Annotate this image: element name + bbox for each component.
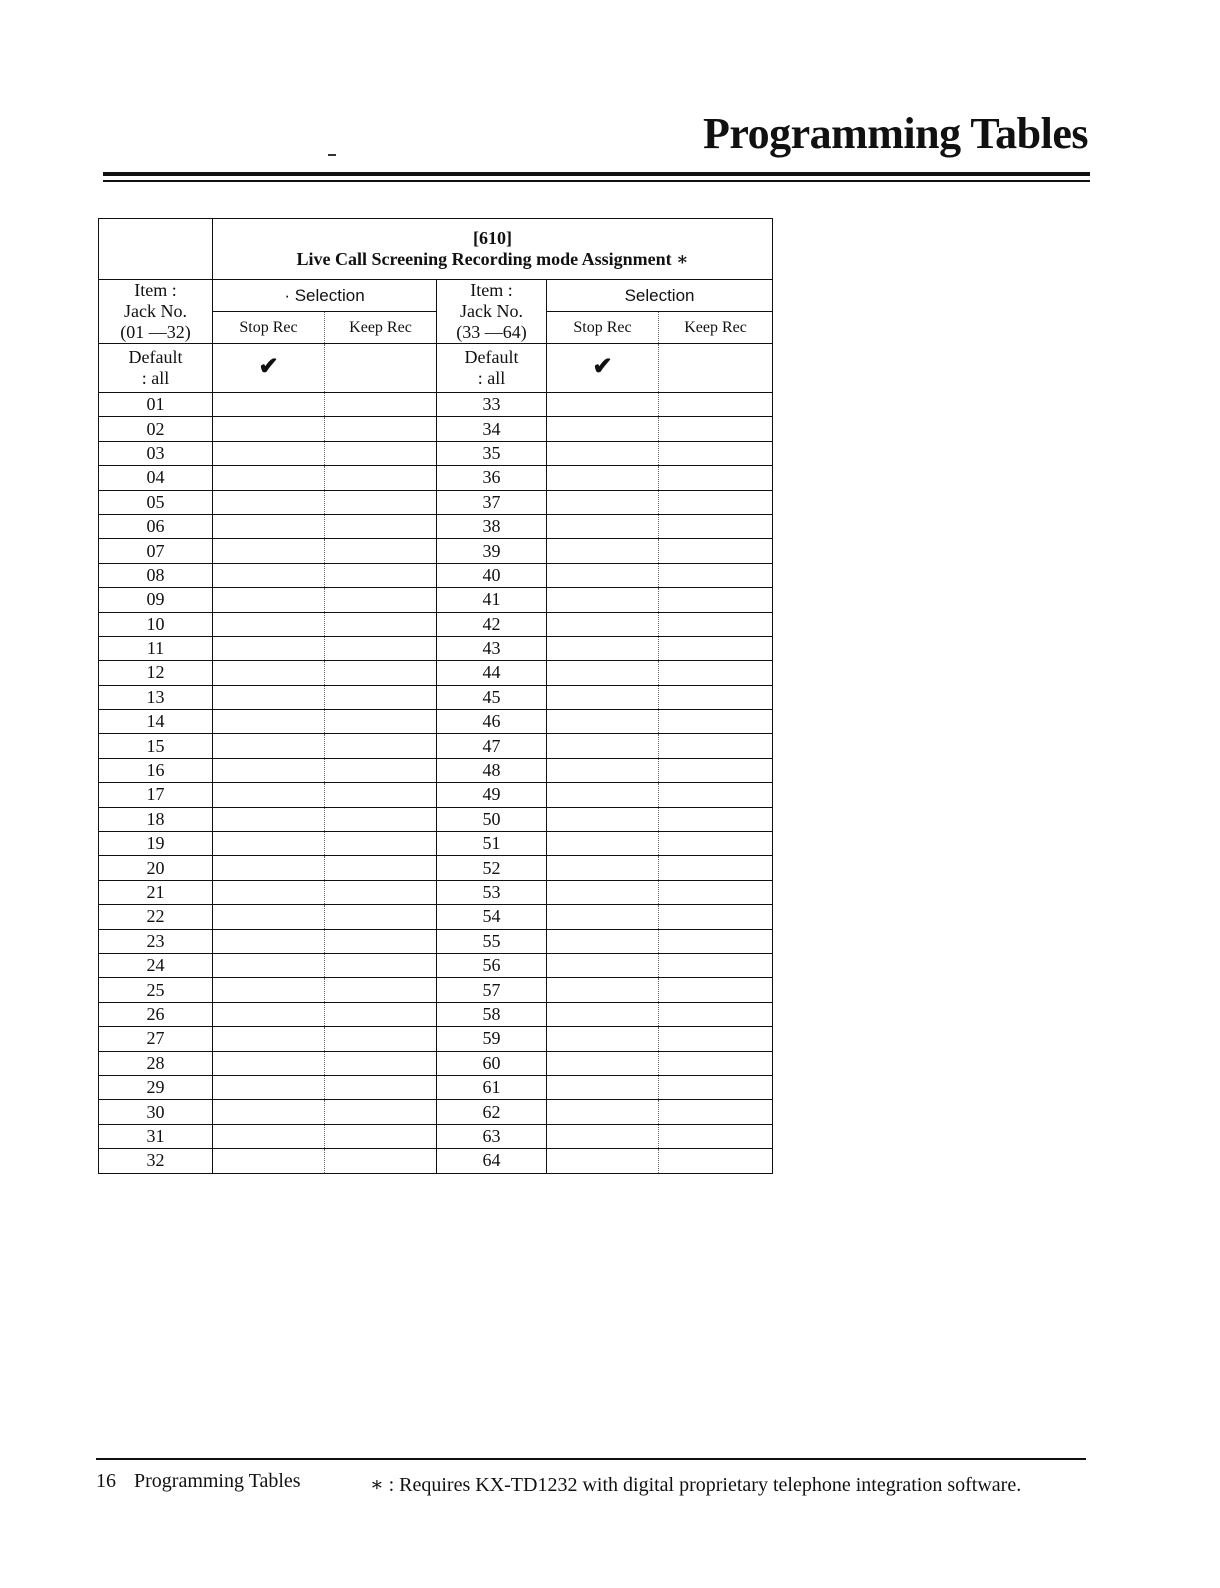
programming-table <box>98 218 773 1174</box>
right-keep-rec-cell[interactable] <box>659 490 773 514</box>
left-stop-rec-cell[interactable] <box>213 636 325 660</box>
right-stop-rec-cell[interactable] <box>547 832 659 856</box>
right-keep-rec-cell[interactable] <box>659 563 773 587</box>
table-row <box>99 539 773 563</box>
right-keep-rec-cell[interactable] <box>659 1002 773 1026</box>
right-jack-cell: 61 <box>437 1075 547 1099</box>
right-jack-cell: 56 <box>437 953 547 977</box>
table-row <box>99 1124 773 1148</box>
left-keep-rec-cell[interactable] <box>325 1051 437 1075</box>
right-stop-rec-cell[interactable] <box>547 1075 659 1099</box>
left-jack-cell: 29 <box>99 1075 213 1099</box>
left-keep-rec-cell[interactable] <box>325 856 437 880</box>
left-item-range: (01 —32) <box>120 322 191 342</box>
left-stop-rec-cell[interactable] <box>213 783 325 807</box>
left-keep-rec-cell[interactable] <box>325 783 437 807</box>
right-selection-header: Selection <box>547 280 773 312</box>
table-row <box>99 832 773 856</box>
right-stop-rec-cell[interactable] <box>547 710 659 734</box>
right-item-label: Item : <box>470 280 513 300</box>
footer-rule <box>96 1458 1086 1460</box>
table-row <box>99 490 773 514</box>
right-stop-rec-cell[interactable] <box>547 978 659 1002</box>
right-keep-rec-cell[interactable] <box>659 978 773 1002</box>
table-row <box>99 514 773 538</box>
left-item-label: Item : <box>134 280 177 300</box>
right-jack-cell: 59 <box>437 1027 547 1051</box>
left-item-header <box>99 280 213 344</box>
left-stop-rec-cell[interactable] <box>213 588 325 612</box>
left-keep-rec-cell[interactable] <box>325 734 437 758</box>
right-default-stop-cell <box>547 344 659 393</box>
table-row <box>99 807 773 831</box>
right-stop-rec-cell[interactable] <box>547 1027 659 1051</box>
right-keep-rec-cell[interactable] <box>659 393 773 417</box>
right-jack-cell: 40 <box>437 563 547 587</box>
left-stop-rec-cell[interactable] <box>213 1051 325 1075</box>
left-stop-rec-cell[interactable] <box>213 417 325 441</box>
header-blank-cell <box>99 219 213 280</box>
left-keep-rec-cell[interactable] <box>325 953 437 977</box>
left-keep-rec-cell[interactable] <box>325 661 437 685</box>
left-stop-rec-cell[interactable] <box>213 1124 325 1148</box>
check-icon: ✔ <box>592 354 613 380</box>
header-rule-thin <box>103 180 1090 182</box>
table-row <box>99 783 773 807</box>
left-jack-cell: 26 <box>99 1002 213 1026</box>
table-row <box>99 685 773 709</box>
right-keep-rec-cell[interactable] <box>659 636 773 660</box>
right-keep-rec-cell[interactable] <box>659 734 773 758</box>
right-keep-rec-cell[interactable] <box>659 953 773 977</box>
right-keep-rec-cell[interactable] <box>659 1051 773 1075</box>
right-keep-rec-cell[interactable] <box>659 588 773 612</box>
right-stop-rec-cell[interactable] <box>547 393 659 417</box>
table-row <box>99 1100 773 1124</box>
right-jack-cell: 50 <box>437 807 547 831</box>
table-row <box>99 393 773 417</box>
left-stop-rec-cell[interactable] <box>213 563 325 587</box>
left-default-keep-cell <box>325 344 437 393</box>
table-row <box>99 710 773 734</box>
right-default-value: : all <box>477 368 506 388</box>
right-stop-rec-cell[interactable] <box>547 953 659 977</box>
right-keep-rec-cell[interactable] <box>659 880 773 904</box>
left-keep-rec-cell[interactable] <box>325 636 437 660</box>
right-keep-rec-cell[interactable] <box>659 661 773 685</box>
right-jack-cell: 39 <box>437 539 547 563</box>
right-keep-rec-cell[interactable] <box>659 612 773 636</box>
right-keep-rec-cell[interactable] <box>659 539 773 563</box>
left-stop-rec-cell[interactable] <box>213 393 325 417</box>
right-stop-rec-cell[interactable] <box>547 758 659 782</box>
right-stop-rec-cell[interactable] <box>547 466 659 490</box>
left-default-label: Default <box>128 347 183 367</box>
right-keep-rec-cell[interactable] <box>659 1100 773 1124</box>
left-jack-cell: 06 <box>99 514 213 538</box>
left-jack-cell: 03 <box>99 441 213 465</box>
table-row <box>99 661 773 685</box>
table-row <box>99 417 773 441</box>
right-stop-rec-cell[interactable] <box>547 685 659 709</box>
right-keep-rec-cell[interactable] <box>659 466 773 490</box>
left-keep-rec-cell[interactable] <box>325 514 437 538</box>
table-row <box>99 734 773 758</box>
left-keep-rec-cell[interactable] <box>325 1149 437 1173</box>
right-jack-cell: 64 <box>437 1149 547 1173</box>
right-jack-cell: 48 <box>437 758 547 782</box>
right-keep-rec-cell[interactable] <box>659 856 773 880</box>
table-row <box>99 1002 773 1026</box>
right-jack-cell: 46 <box>437 710 547 734</box>
left-jack-cell: 27 <box>99 1027 213 1051</box>
right-item-sub: Jack No. <box>460 301 523 321</box>
right-stop-rec-cell[interactable] <box>547 1051 659 1075</box>
left-stop-rec-cell[interactable] <box>213 661 325 685</box>
left-stop-rec-cell[interactable] <box>213 856 325 880</box>
left-stop-rec-cell[interactable] <box>213 758 325 782</box>
right-jack-cell: 54 <box>437 905 547 929</box>
right-jack-cell: 38 <box>437 514 547 538</box>
left-jack-cell: 22 <box>99 905 213 929</box>
program-code: [610] <box>473 228 513 248</box>
right-jack-cell: 55 <box>437 929 547 953</box>
right-keep-rec-header: Keep Rec <box>659 312 773 344</box>
table-row <box>99 588 773 612</box>
right-stop-rec-cell[interactable] <box>547 539 659 563</box>
left-keep-rec-cell[interactable] <box>325 978 437 1002</box>
left-keep-rec-cell[interactable] <box>325 466 437 490</box>
right-stop-rec-header: Stop Rec <box>547 312 659 344</box>
table-row <box>99 441 773 465</box>
left-keep-rec-cell[interactable] <box>325 612 437 636</box>
footer-page-label <box>96 1470 301 1493</box>
right-jack-cell: 35 <box>437 441 547 465</box>
header-rule <box>103 172 1090 176</box>
left-keep-rec-cell[interactable] <box>325 1002 437 1026</box>
left-keep-rec-cell[interactable] <box>325 417 437 441</box>
left-jack-cell: 31 <box>99 1124 213 1148</box>
table-row <box>99 856 773 880</box>
right-jack-cell: 53 <box>437 880 547 904</box>
right-jack-cell: 51 <box>437 832 547 856</box>
right-jack-cell: 60 <box>437 1051 547 1075</box>
left-keep-rec-cell[interactable] <box>325 1124 437 1148</box>
left-jack-cell: 18 <box>99 807 213 831</box>
right-jack-cell: 52 <box>437 856 547 880</box>
right-jack-cell: 63 <box>437 1124 547 1148</box>
right-stop-rec-cell[interactable] <box>547 636 659 660</box>
right-stop-rec-cell[interactable] <box>547 441 659 465</box>
right-item-range: (33 —64) <box>456 322 527 342</box>
left-jack-cell: 16 <box>99 758 213 782</box>
table-row <box>99 1051 773 1075</box>
left-keep-rec-cell[interactable] <box>325 929 437 953</box>
table-row <box>99 953 773 977</box>
right-keep-rec-cell[interactable] <box>659 514 773 538</box>
left-stop-rec-cell[interactable] <box>213 710 325 734</box>
left-jack-cell: 19 <box>99 832 213 856</box>
right-default-cell <box>437 344 547 393</box>
right-stop-rec-cell[interactable] <box>547 734 659 758</box>
right-stop-rec-cell[interactable] <box>547 905 659 929</box>
table-row <box>99 880 773 904</box>
right-stop-rec-cell[interactable] <box>547 490 659 514</box>
right-jack-cell: 45 <box>437 685 547 709</box>
right-keep-rec-cell[interactable] <box>659 758 773 782</box>
table-row <box>99 612 773 636</box>
left-keep-rec-cell[interactable] <box>325 880 437 904</box>
table-row <box>99 758 773 782</box>
right-jack-cell: 58 <box>437 1002 547 1026</box>
table-row <box>99 1149 773 1173</box>
right-stop-rec-cell[interactable] <box>547 807 659 831</box>
table-row <box>99 978 773 1002</box>
right-item-header <box>437 280 547 344</box>
right-keep-rec-cell[interactable] <box>659 832 773 856</box>
left-stop-rec-header: Stop Rec <box>213 312 325 344</box>
right-stop-rec-cell[interactable] <box>547 856 659 880</box>
right-jack-cell: 33 <box>437 393 547 417</box>
right-jack-cell: 47 <box>437 734 547 758</box>
left-keep-rec-header: Keep Rec <box>325 312 437 344</box>
right-jack-cell: 43 <box>437 636 547 660</box>
left-stop-rec-cell[interactable] <box>213 807 325 831</box>
left-stop-rec-cell[interactable] <box>213 1149 325 1173</box>
left-jack-cell: 23 <box>99 929 213 953</box>
right-stop-rec-cell[interactable] <box>547 563 659 587</box>
table-row <box>99 466 773 490</box>
program-header <box>213 219 773 280</box>
right-keep-rec-cell[interactable] <box>659 783 773 807</box>
left-jack-cell: 21 <box>99 880 213 904</box>
left-jack-cell: 01 <box>99 393 213 417</box>
table-row <box>99 636 773 660</box>
scan-mark <box>328 154 336 156</box>
right-stop-rec-cell[interactable] <box>547 1002 659 1026</box>
left-jack-cell: 30 <box>99 1100 213 1124</box>
right-keep-rec-cell[interactable] <box>659 905 773 929</box>
left-stop-rec-cell[interactable] <box>213 685 325 709</box>
left-keep-rec-cell[interactable] <box>325 758 437 782</box>
left-keep-rec-cell[interactable] <box>325 441 437 465</box>
right-default-label: Default <box>464 347 519 367</box>
left-jack-cell: 25 <box>99 978 213 1002</box>
left-keep-rec-cell[interactable] <box>325 685 437 709</box>
left-stop-rec-cell[interactable] <box>213 978 325 1002</box>
right-jack-cell: 34 <box>437 417 547 441</box>
table-row <box>99 1027 773 1051</box>
table-row <box>99 905 773 929</box>
left-keep-rec-cell[interactable] <box>325 905 437 929</box>
right-keep-rec-cell[interactable] <box>659 441 773 465</box>
left-stop-rec-cell[interactable] <box>213 539 325 563</box>
left-keep-rec-cell[interactable] <box>325 710 437 734</box>
left-jack-cell: 32 <box>99 1149 213 1173</box>
left-stop-rec-cell[interactable] <box>213 734 325 758</box>
left-stop-rec-cell[interactable] <box>213 929 325 953</box>
right-stop-rec-cell[interactable] <box>547 783 659 807</box>
left-stop-rec-cell[interactable] <box>213 1027 325 1051</box>
left-stop-rec-cell[interactable] <box>213 953 325 977</box>
left-stop-rec-cell[interactable] <box>213 880 325 904</box>
page-number: 16 <box>96 1470 116 1492</box>
left-jack-cell: 14 <box>99 710 213 734</box>
left-stop-rec-cell[interactable] <box>213 441 325 465</box>
right-jack-cell: 44 <box>437 661 547 685</box>
left-keep-rec-cell[interactable] <box>325 539 437 563</box>
right-default-keep-cell <box>659 344 773 393</box>
left-stop-rec-cell[interactable] <box>213 612 325 636</box>
left-stop-rec-cell[interactable] <box>213 466 325 490</box>
left-jack-cell: 28 <box>99 1051 213 1075</box>
table-row <box>99 1075 773 1099</box>
left-jack-cell: 24 <box>99 953 213 977</box>
left-jack-cell: 04 <box>99 466 213 490</box>
left-keep-rec-cell[interactable] <box>325 1100 437 1124</box>
right-keep-rec-cell[interactable] <box>659 1124 773 1148</box>
right-keep-rec-cell[interactable] <box>659 929 773 953</box>
left-stop-rec-cell[interactable] <box>213 1075 325 1099</box>
left-keep-rec-cell[interactable] <box>325 588 437 612</box>
left-jack-cell: 15 <box>99 734 213 758</box>
right-stop-rec-cell[interactable] <box>547 612 659 636</box>
left-keep-rec-cell[interactable] <box>325 393 437 417</box>
right-stop-rec-cell[interactable] <box>547 514 659 538</box>
page-title: Programming Tables <box>702 109 1088 158</box>
right-stop-rec-cell[interactable] <box>547 880 659 904</box>
left-default-value: : all <box>141 368 170 388</box>
right-keep-rec-cell[interactable] <box>659 1075 773 1099</box>
right-keep-rec-cell[interactable] <box>659 807 773 831</box>
left-keep-rec-cell[interactable] <box>325 563 437 587</box>
right-jack-cell: 57 <box>437 978 547 1002</box>
right-jack-cell: 41 <box>437 588 547 612</box>
right-jack-cell: 49 <box>437 783 547 807</box>
footer-note: ∗ : Requires KX-TD1232 with digital proprietary telephone integration software. <box>370 1474 1022 1496</box>
left-default-cell <box>99 344 213 393</box>
right-jack-cell: 42 <box>437 612 547 636</box>
right-keep-rec-cell[interactable] <box>659 1027 773 1051</box>
left-stop-rec-cell[interactable] <box>213 905 325 929</box>
left-jack-cell: 10 <box>99 612 213 636</box>
right-keep-rec-cell[interactable] <box>659 685 773 709</box>
check-icon: ✔ <box>258 354 279 380</box>
right-stop-rec-cell[interactable] <box>547 661 659 685</box>
left-keep-rec-cell[interactable] <box>325 490 437 514</box>
left-keep-rec-cell[interactable] <box>325 1027 437 1051</box>
table-row <box>99 563 773 587</box>
left-selection-header: · Selection <box>213 280 437 312</box>
right-keep-rec-cell[interactable] <box>659 710 773 734</box>
right-jack-cell: 36 <box>437 466 547 490</box>
right-stop-rec-cell[interactable] <box>547 929 659 953</box>
left-jack-cell: 07 <box>99 539 213 563</box>
left-default-stop-cell <box>213 344 325 393</box>
footer-section: Programming Tables <box>134 1470 301 1492</box>
left-jack-cell: 12 <box>99 661 213 685</box>
left-jack-cell: 08 <box>99 563 213 587</box>
left-jack-cell: 02 <box>99 417 213 441</box>
right-jack-cell: 37 <box>437 490 547 514</box>
left-jack-cell: 11 <box>99 636 213 660</box>
left-keep-rec-cell[interactable] <box>325 832 437 856</box>
left-stop-rec-cell[interactable] <box>213 490 325 514</box>
right-stop-rec-cell[interactable] <box>547 1149 659 1173</box>
left-stop-rec-cell[interactable] <box>213 1100 325 1124</box>
right-stop-rec-cell[interactable] <box>547 1124 659 1148</box>
left-item-sub: Jack No. <box>124 301 187 321</box>
left-stop-rec-cell[interactable] <box>213 514 325 538</box>
left-stop-rec-cell[interactable] <box>213 832 325 856</box>
right-stop-rec-cell[interactable] <box>547 588 659 612</box>
left-jack-cell: 17 <box>99 783 213 807</box>
left-keep-rec-cell[interactable] <box>325 1075 437 1099</box>
right-jack-cell: 62 <box>437 1100 547 1124</box>
left-jack-cell: 09 <box>99 588 213 612</box>
table-row <box>99 929 773 953</box>
left-jack-cell: 20 <box>99 856 213 880</box>
left-stop-rec-cell[interactable] <box>213 1002 325 1026</box>
right-stop-rec-cell[interactable] <box>547 417 659 441</box>
left-jack-cell: 05 <box>99 490 213 514</box>
program-name: Live Call Screening Recording mode Assignment ∗ <box>296 249 689 269</box>
left-jack-cell: 13 <box>99 685 213 709</box>
left-keep-rec-cell[interactable] <box>325 807 437 831</box>
right-keep-rec-cell[interactable] <box>659 1149 773 1173</box>
right-keep-rec-cell[interactable] <box>659 417 773 441</box>
right-stop-rec-cell[interactable] <box>547 1100 659 1124</box>
